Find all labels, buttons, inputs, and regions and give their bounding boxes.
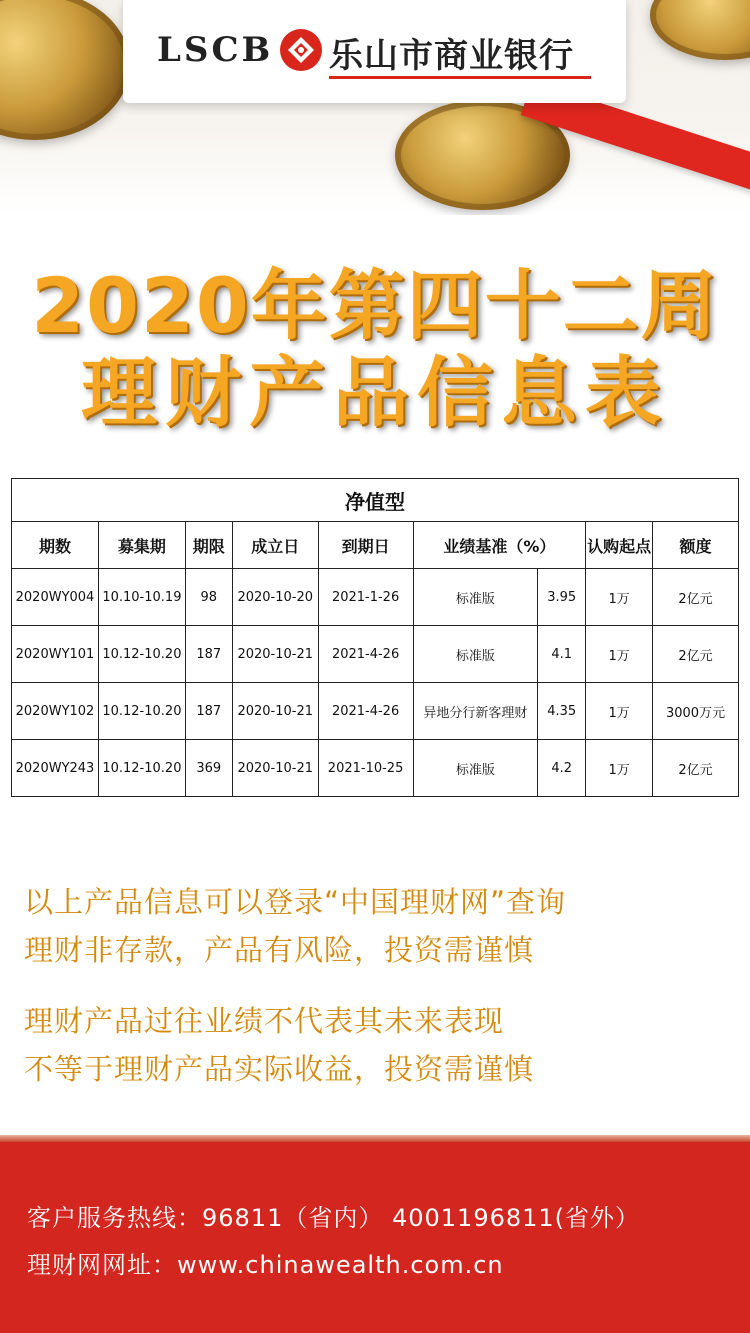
product-info-table (11, 478, 739, 797)
table-cell: 1万 (586, 626, 653, 683)
disclaimer-text: 不等于理财产品实际收益，投资需谨慎 (24, 1052, 535, 1086)
table-cell: 2020WY004 (12, 569, 99, 626)
column-header: 认购起点 (586, 522, 653, 569)
table-cell: 4.1 (538, 626, 586, 683)
table-cell: 10.12-10.20 (98, 740, 185, 797)
gold-coin-image (0, 0, 130, 140)
table-caption: 净值型 (12, 479, 739, 522)
table-row (12, 740, 739, 797)
table-cell: 1万 (586, 683, 653, 740)
table-row (12, 569, 739, 626)
table-cell: 187 (185, 683, 232, 740)
table-cell: 2021-10-25 (318, 740, 413, 797)
table-cell: 3.95 (538, 569, 586, 626)
customer-hotline: 客户服务热线：96811（省内） 4001196811(省外） (27, 1204, 641, 1232)
bank-emblem-icon (279, 28, 323, 72)
footer-banner (0, 1135, 750, 1333)
column-header: 期数 (12, 522, 99, 569)
table-cell: 标准版 (413, 569, 538, 626)
table-cell: 2亿元 (653, 569, 739, 626)
table-cell: 2亿元 (653, 740, 739, 797)
logo-english-name: LSCB (157, 30, 274, 70)
gold-coin-image (650, 0, 750, 60)
table-row (12, 626, 739, 683)
table-cell: 2亿元 (653, 626, 739, 683)
table-cell: 10.12-10.20 (98, 626, 185, 683)
table-cell: 2021-4-26 (318, 683, 413, 740)
column-header: 到期日 (318, 522, 413, 569)
page-title-line1: 2020年第四十二周 (31, 261, 719, 350)
table-cell: 10.12-10.20 (98, 683, 185, 740)
disclaimer-text: 以上产品信息可以登录“中国理财网”查询 (24, 885, 567, 919)
footer-divider (0, 1135, 750, 1142)
logo-chinese-name: 乐山市商业银行 (329, 36, 574, 76)
table-cell: 2020-10-20 (232, 569, 318, 626)
column-header: 额度 (653, 522, 739, 569)
page-title-line2: 理财产品信息表 (81, 348, 669, 437)
column-header: 期限 (185, 522, 232, 569)
table-cell: 1万 (586, 569, 653, 626)
table-cell: 2020WY243 (12, 740, 99, 797)
table-cell: 187 (185, 626, 232, 683)
website-address: 理财网网址：www.chinawealth.com.cn (27, 1251, 504, 1279)
table-cell: 369 (185, 740, 232, 797)
table-cell: 2021-1-26 (318, 569, 413, 626)
table-cell: 异地分行新客理财 (413, 683, 538, 740)
column-header: 业绩基准（%） (413, 522, 586, 569)
hero-banner (0, 0, 750, 215)
table-cell: 3000万元 (653, 683, 739, 740)
table-row (12, 683, 739, 740)
disclaimer-text: 理财非存款，产品有风险，投资需谨慎 (24, 933, 535, 967)
table-cell: 4.35 (538, 683, 586, 740)
bank-logo-card (123, 0, 626, 103)
disclaimer-block-1 (24, 878, 566, 974)
table-cell: 1万 (586, 740, 653, 797)
column-header: 募集期 (98, 522, 185, 569)
table-cell: 2020-10-21 (232, 683, 318, 740)
table-cell: 2020WY101 (12, 626, 99, 683)
table-cell: 标准版 (413, 740, 538, 797)
logo-underline (329, 76, 591, 79)
table-cell: 98 (185, 569, 232, 626)
table-cell: 10.10-10.19 (98, 569, 185, 626)
disclaimer-block-2 (24, 997, 534, 1093)
table-cell: 4.2 (538, 740, 586, 797)
table-cell: 2020-10-21 (232, 626, 318, 683)
column-header: 成立日 (232, 522, 318, 569)
table-cell: 标准版 (413, 626, 538, 683)
table-cell: 2020WY102 (12, 683, 99, 740)
disclaimer-text: 理财产品过往业绩不代表其未来表现 (24, 1004, 505, 1038)
table-cell: 2021-4-26 (318, 626, 413, 683)
table-cell: 2020-10-21 (232, 740, 318, 797)
table-header-row (12, 522, 739, 569)
